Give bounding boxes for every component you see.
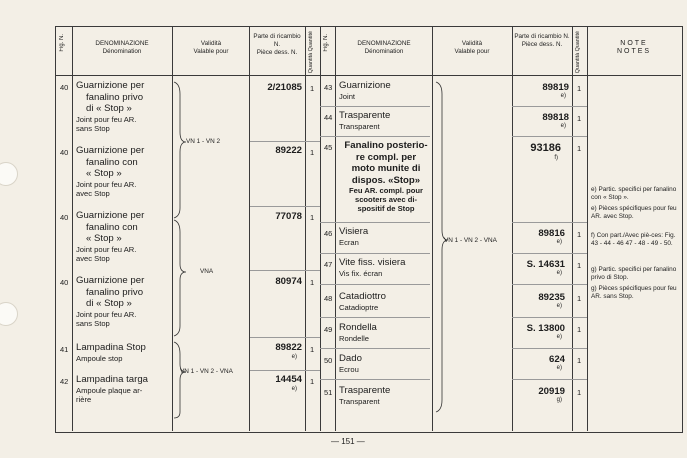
note: g) Pièces spécifiques pour feu AR. sans Stop. — [591, 285, 677, 300]
row-description: Guarnizione per fanalino con « Stop » Joint pour feu AR. avec Stop — [76, 210, 145, 263]
fig-number: 41 — [60, 345, 69, 354]
quantity: 1 — [310, 345, 315, 354]
header-part: Parte di ricambio N. Pièce dess. N. — [253, 33, 301, 56]
punch-hole — [0, 302, 18, 326]
row-description: Guarnizione per fanalino privo di « Stop » Joint pour feu AR. sans Stop — [76, 275, 145, 328]
validity-group-1: VN 1 - VN 2 — [186, 138, 221, 145]
header-fig: Fig. N. — [59, 34, 65, 52]
validity-group-3: VN 1 - VN 2 - VNA — [180, 368, 233, 375]
fig-number: 40 — [60, 148, 69, 157]
fig-number: 42 — [60, 377, 69, 386]
note: f) Con part./Avec piè-ces: Fig. 43 - 44 - 46 47 - 48 - 49 - 50. — [591, 232, 676, 247]
fig-number: 40 — [60, 278, 69, 287]
part-number: 89822 — [275, 342, 302, 353]
fig-number: 40 — [60, 83, 69, 92]
quantity: 1 — [310, 148, 315, 157]
quantity: 1 — [310, 213, 315, 222]
header-denomination: DENOMINAZIONE Dénomination — [95, 40, 149, 55]
note: e) Partic. specifici per fanalino con « Stop ». — [591, 186, 677, 201]
note-ref: e) — [291, 354, 297, 360]
row-description: Guarnizione per fanalino con « Stop » Joint pour feu AR. avec Stop — [76, 145, 145, 198]
quantity: 1 — [310, 377, 315, 386]
page-number: — 151 — — [331, 437, 365, 446]
validity-brace-right — [432, 80, 512, 420]
validity-group-2: VNA — [200, 268, 214, 275]
row-description: Guarnizione per fanalino privo di « Stop » Joint pour feu AR. sans Stop — [76, 80, 145, 133]
header-validity-right: Validità Valable pour — [454, 40, 490, 55]
header-qty: Quantità Quantité — [308, 31, 314, 74]
row-description: Lampadina targa Ampoule plaque ar- rière — [76, 374, 149, 404]
validity-right: VN 1 - VN 2 - VNA — [444, 237, 497, 244]
row-description: Lampadina Stop Ampoule stop — [76, 342, 146, 363]
catalog-page: Fig. N. DENOMINAZIONE Dénomination Validità Valable pour Parte di ricambio N. Pièce dess. N. Quantità Quantité Fig. N. DENOMINAZIONE Dénomination Validità Valable pour Parte di ricambio N. Pièce dess. N. Quantità Quantité NOTE NOTES 40 Guarnizione per fanalino privo di « Stop » Joint pour feu AR. sans Stop 2/21085 1 40 Guarnizione per fanalino con « Stop » Joint pour feu AR. avec Stop 89222 1 40 Guarnizione per fanalino con « Stop » Joint pour feu AR. avec Stop 77078 1 40 Guarnizione per fanalino privo di « Stop » Joint pour feu AR. sans Stop 80974 1 41 Lampadina Stop Ampoule stop 89822 e) 1 42 Lampadina targa Ampoule plaque ar- rière 14454 e) 1 VN 1 - VN 2 VNA VN 1 - VN 2 - VNA 43 Guarnizione Joint 89819 e) 1 44 Trasparente Transparent 89818 e) 1 45 Fanalino posterio- re compl. per moto munite di dispos. «Stop» Feu AR. compl. pour scooters avec di- spositif de Stop 93186 f) 1 46 Visiera Ecran 89816 e) 1 47 Vite fiss. visiera Vis fix. écran S. 14631 e) 1 48 Catadiottro Catadioptre 89235 e) 1 49 Rondella Rondelle S. 13800 e) 1 50 Dado Ecrou 624 e) 1 51 Trasparente Transparent 20919 g) 1 VN 1 - VN 2 - VNA e) Partic. specifici per fanalino con « Stop ». e) Pièces spécifiques pour feu AR. avec Stop. f) Con part./Avec piè-ces: Fig. 43 - 44 - 46 47 - 48 - 49 - 50. g) Partic. specifici per fanalino privo di Stop. g) Pièces spécifiques pour feu AR. sans Stop. — 151 — — [0, 0, 687, 458]
header-notes: NOTE NOTES — [616, 40, 652, 55]
header-validity: Validità Valable pour — [193, 40, 229, 55]
quantity: 1 — [310, 84, 315, 93]
note-ref: e) — [291, 386, 297, 392]
header-fig-right: Fig. N. — [323, 34, 329, 52]
part-number: 77078 — [275, 211, 302, 222]
header-qty-right: Quantità Quantité — [575, 31, 581, 74]
part-number: 80974 — [275, 276, 302, 287]
part-number: 14454 — [275, 374, 302, 385]
fig-number: 40 — [60, 213, 69, 222]
header-denomination-right: DENOMINAZIONE Dénomination — [357, 40, 411, 55]
quantity: 1 — [310, 278, 315, 287]
header-part-right: Parte di ricambio N. Pièce dess. N. — [514, 33, 570, 48]
punch-hole — [0, 162, 18, 186]
note: e) Pièces spécifiques pour feu AR. avec Stop. — [591, 205, 677, 220]
part-number: 2/21085 — [267, 82, 302, 93]
part-number: 89222 — [275, 145, 302, 156]
note: g) Partic. specifici per fanalino privo di Stop. — [591, 266, 677, 281]
